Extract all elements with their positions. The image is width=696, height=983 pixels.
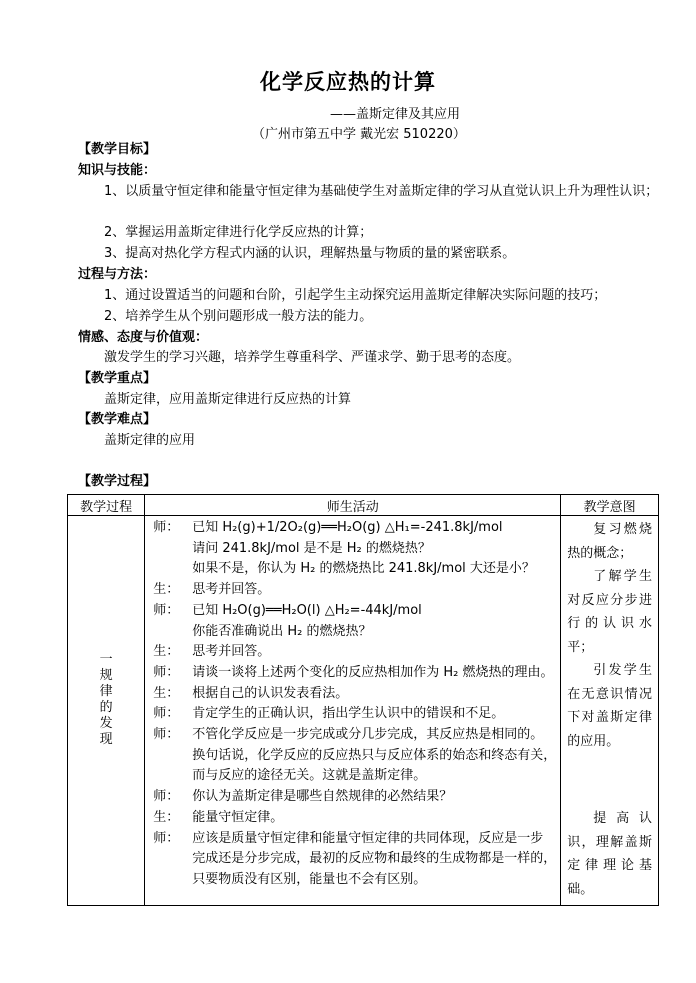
intent-spacer bbox=[567, 753, 652, 807]
dialogue-continuation: 而与反应的途径无关。这就是盖斯定律。 bbox=[192, 768, 427, 784]
emotion-heading: 情感、态度与价值观： bbox=[78, 330, 209, 345]
dialogue-text: 你认为盖斯定律是哪些自然规律的必然结果？ bbox=[192, 789, 453, 805]
dialogue-text: 应该是质量守恒定律和能量守恒定律的共同体现，反应是一步 bbox=[192, 830, 544, 846]
difficulty-text: 盖斯定律的应用 bbox=[104, 433, 196, 448]
knowledge-heading: 知识与技能： bbox=[78, 163, 157, 178]
dialogue-line bbox=[153, 518, 556, 539]
subtitle: ——盖斯定律及其应用 bbox=[330, 107, 461, 122]
dialogue-text: 不管化学反应是一步完成或分几步完成，其反应热是相同的。 bbox=[192, 727, 544, 743]
dialogue-continuation: 换句话说，化学反应的反应热只与反应体系的始态和终态有关， bbox=[192, 747, 557, 763]
dialogue-text: 已知 H₂O(g)══H₂O(l) △H₂=-44kJ/mol bbox=[192, 602, 422, 618]
dialogue-line bbox=[153, 808, 556, 829]
dialogue-continuation: 完成还是分步完成，最初的反应物和最终的生成物都是一样的， bbox=[192, 851, 557, 867]
intent-cell bbox=[561, 516, 659, 906]
stage-char: 发 bbox=[99, 716, 113, 731]
speaker-label: 师： bbox=[153, 602, 180, 618]
dialogue-continuation: 只要物质没有区别，能量也不会有区别。 bbox=[192, 871, 427, 887]
dialogue-text: 请谈一谈将上述两个变化的反应热相加作为 H₂ 燃烧热的理由。 bbox=[192, 664, 554, 680]
process-item-2: 2、培养学生从个别问题形成一般方法的能力。 bbox=[104, 309, 373, 324]
teaching-process-table bbox=[67, 494, 659, 906]
intent-item: 提高认识，理解盖斯定律理论基础。 bbox=[567, 811, 652, 897]
dialogue-line bbox=[153, 642, 556, 663]
activity-cell bbox=[145, 516, 561, 906]
col-header-intent: 教学意图 bbox=[561, 495, 659, 516]
key-point-heading: 【教学重点】 bbox=[78, 371, 157, 386]
stage-char: 一 bbox=[99, 652, 113, 667]
dialogue-text: 肯定学生的正确认识，指出学生认识中的错误和不足。 bbox=[192, 706, 505, 722]
stage-char: 规 bbox=[99, 668, 113, 683]
table-row bbox=[68, 516, 659, 906]
dialogue-line bbox=[153, 601, 556, 622]
objectives-heading: 【教学目标】 bbox=[78, 142, 157, 157]
dialogue-line bbox=[153, 684, 556, 705]
speaker-label: 生： bbox=[153, 644, 180, 660]
author-line: （广州市第五中学 戴光宏 510220） bbox=[252, 127, 466, 142]
dialogue-text: 根据自己的认识发表看法。 bbox=[192, 685, 349, 701]
speaker-label: 生： bbox=[153, 809, 180, 825]
knowledge-item-1: 1、以质量守恒定律和能量守恒定律为基础使学生对盖斯定律的学习从直觉认识上升为理性认识； bbox=[104, 184, 659, 199]
dialogue-line bbox=[153, 829, 556, 850]
intent-item: 复习燃烧热的概念； bbox=[567, 522, 652, 561]
dialogue-line bbox=[153, 725, 556, 746]
table-header-row bbox=[68, 495, 659, 516]
speaker-label: 生： bbox=[153, 685, 180, 701]
speaker-label: 师： bbox=[153, 830, 180, 846]
process-table-heading: 【教学过程】 bbox=[78, 474, 157, 489]
dialogue-text: 思考并回答。 bbox=[192, 582, 271, 598]
dialogue-line bbox=[153, 663, 556, 684]
speaker-label: 师： bbox=[153, 664, 180, 680]
page-title: 化学反应热的计算 bbox=[260, 70, 436, 94]
dialogue-line bbox=[153, 580, 556, 601]
process-heading: 过程与方法： bbox=[78, 267, 157, 282]
dialogue-text: 思考并回答。 bbox=[192, 644, 271, 660]
dialogue-continuation: 请问 241.8kJ/mol 是不是 H₂ 的燃烧热？ bbox=[192, 540, 431, 556]
stage-cell bbox=[68, 516, 145, 906]
speaker-label: 师： bbox=[153, 706, 180, 722]
key-point-text: 盖斯定律，应用盖斯定律进行反应热的计算 bbox=[104, 392, 352, 407]
difficulty-heading: 【教学难点】 bbox=[78, 412, 157, 427]
intent-item: 了解学生对反应分步进行的认识水平； bbox=[567, 569, 652, 655]
dialogue-continuation: 你能否准确说出 H₂ 的燃烧热？ bbox=[192, 623, 372, 639]
dialogue-text: 能量守恒定律。 bbox=[192, 809, 284, 825]
speaker-label: 师： bbox=[153, 520, 180, 535]
dialogue-line bbox=[153, 704, 556, 725]
stage-char: 的 bbox=[99, 700, 113, 715]
stage-char: 现 bbox=[99, 732, 113, 747]
knowledge-item-2: 2、掌握运用盖斯定律进行化学反应热的计算； bbox=[104, 225, 373, 240]
emotion-text: 激发学生的学习兴趣，培养学生尊重科学、严谨求学、勤于思考的态度。 bbox=[104, 350, 521, 365]
speaker-label: 师： bbox=[153, 727, 180, 743]
col-header-stage: 教学过程 bbox=[68, 495, 145, 516]
speaker-label: 生： bbox=[153, 582, 180, 598]
dialogue-line bbox=[153, 787, 556, 808]
intent-item: 引发学生在无意识情况下对盖斯定律的应用。 bbox=[567, 663, 652, 749]
knowledge-item-3: 3、提高对热化学方程式内涵的认识，理解热量与物质的量的紧密联系。 bbox=[104, 246, 516, 261]
stage-char: 律 bbox=[99, 684, 113, 699]
speaker-label: 师： bbox=[153, 789, 180, 805]
dialogue-text: 已知 H₂(g)+1/2O₂(g)══H₂O(g) △H₁=-241.8kJ/mol bbox=[192, 520, 503, 535]
process-item-1: 1、通过设置适当的问题和台阶，引起学生主动探究运用盖斯定律解决实际问题的技巧； bbox=[104, 288, 607, 303]
dialogue-continuation: 如果不是，你认为 H₂ 的燃烧热比 241.8kJ/mol 大还是小？ bbox=[192, 561, 535, 577]
col-header-activity: 师生活动 bbox=[145, 495, 561, 516]
